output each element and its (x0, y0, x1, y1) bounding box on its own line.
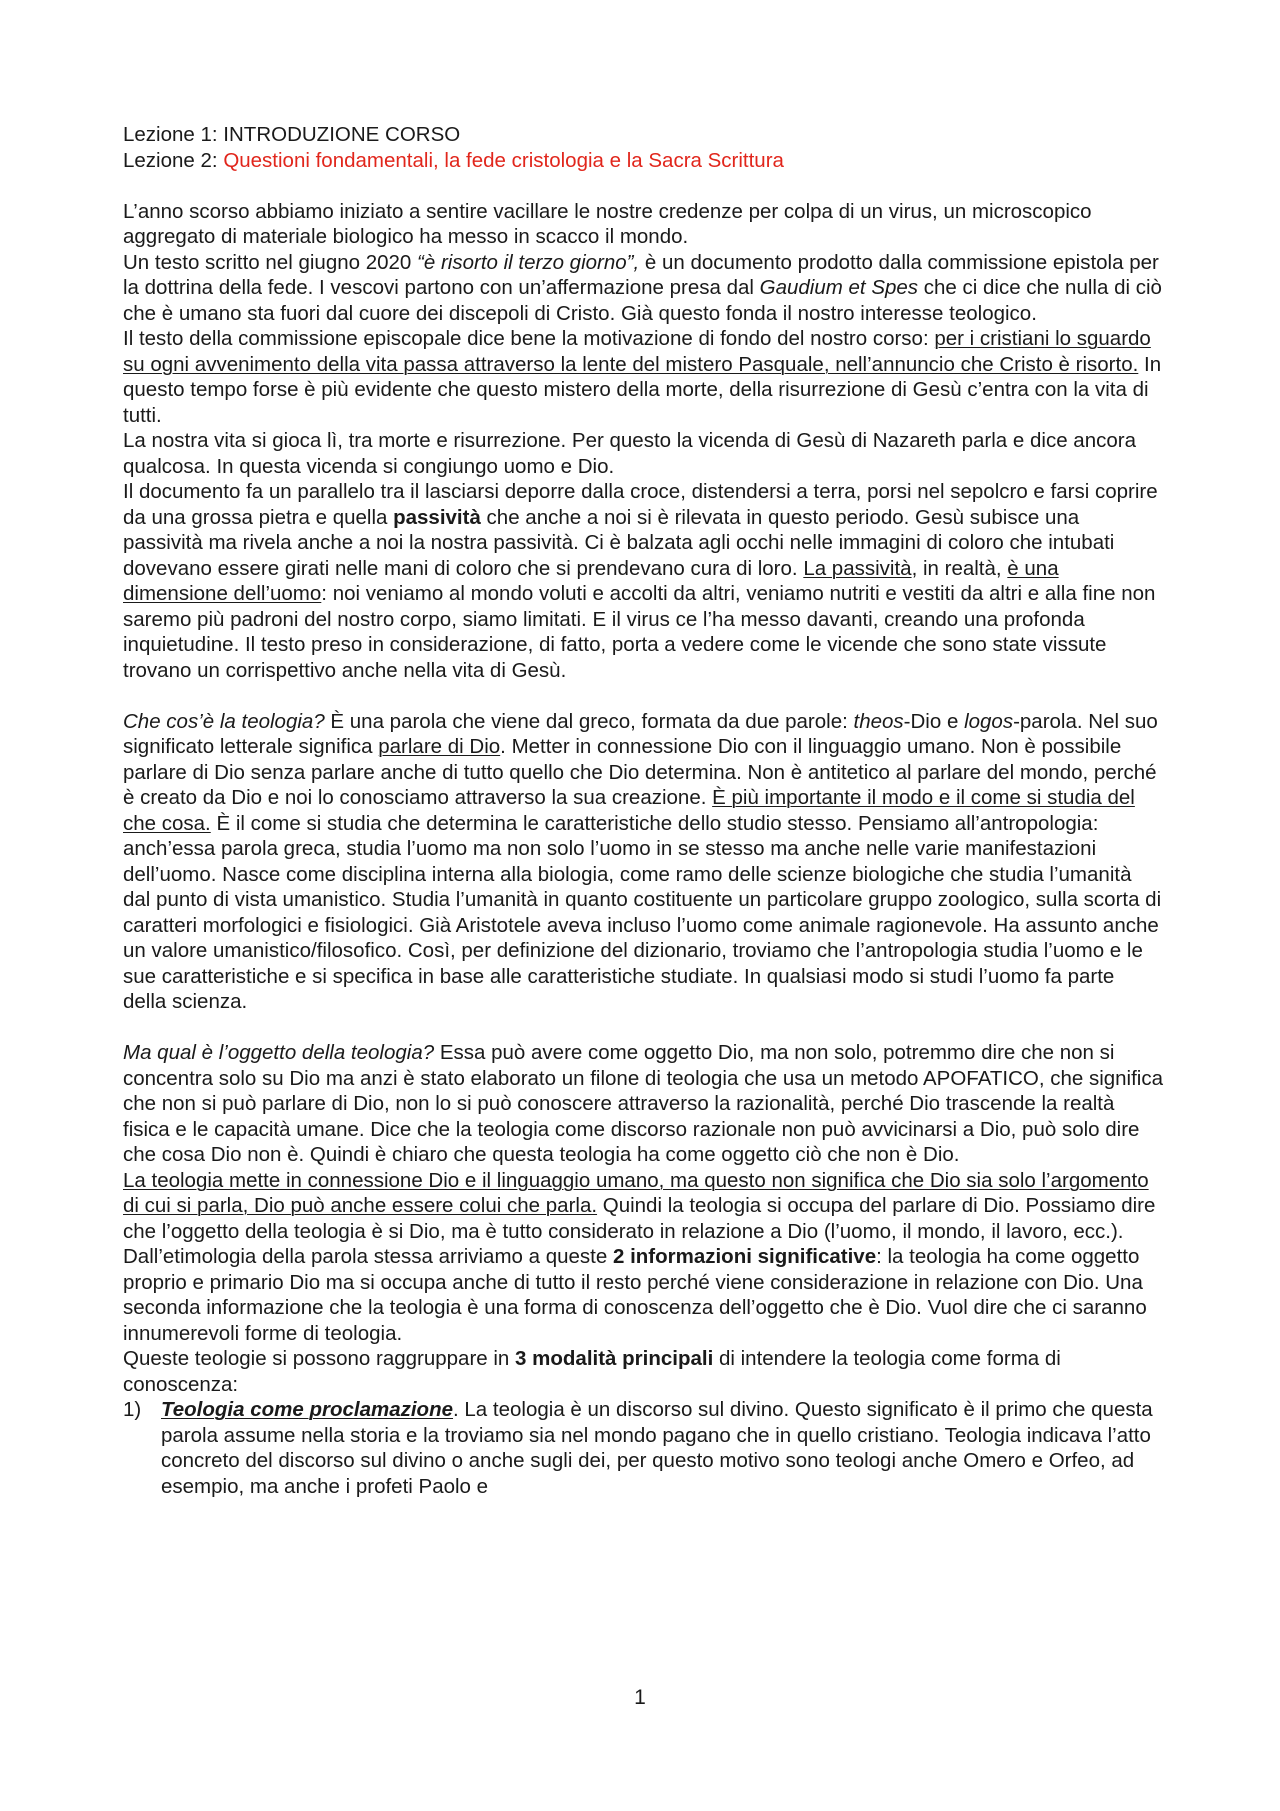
underlined-human-dimension: è una dimensione dell’uomo (123, 556, 1059, 605)
list-item-number: 1) (123, 1398, 142, 1421)
paragraph-connection: La teologia mette in connessione Dio e il linguaggio umano, ma questo non significa che Dio sia solo l’argomento di cui si parla, Dio può anche essere colui che parla. Quindi la teologia si occupa del parlare di Dio. Possiamo dire che l’oggetto della teologia è si Dio, ma è tutto considerato in relazione a Dio (l’uomo, il mondo, il lavoro, ecc.). (123, 1168, 1156, 1243)
lesson-1-heading: Lezione 1: INTRODUZIONE CORSO (123, 123, 461, 146)
list-item-body: Teologia come proclamazione. La teologia è un discorso sul divino. Questo significato è il primo che questa parola assume nella storia e la troviamo sia nel mondo pagano che in quello cristiano. Teologia indicava l’atto concreto del discorso sul divino o anche sugli dei, per questo motivo sono teologi anche Omero e Orfeo, ad esempio, ma anche i profeti Paolo e (161, 1398, 1153, 1498)
paragraph-what-is-theology: Che cos’è la teologia? È una parola che viene dal greco, formata da due parole: theos-Dio e logos-parola. Nel suo significato letterale significa parlare di Dio. Metter in connessione Dio con il linguaggio umano. Non è possibile parlare di Dio senza parlare anche di tutto quello che Dio determina. Non è antitetico al parlare del mondo, perché è creato da Dio e noi lo conosciamo attraverso la sua creazione. È più importante il modo e il come si studia del che cosa. È il come si studia che determina le caratteristiche dello studio stesso. Pensiamo all’antropologia: anch’essa parola greca, studia l’uomo ma non solo l’uomo in se stesso ma anche nelle varie manifestazioni dell’uomo. Nasce come disciplina interna alla biologia, come ramo delle scienze biologiche che studia l’umanità dal punto di vista umanistico. Studia l’umanità in quanto costituente un particolare gruppo zoologico, sulla scorta di caratteri morfologici e fisiologici. Già Aristotele aveva incluso l’uomo come animale ragionevole. Ha assunto anche un valore umanistico/filosofico. Così, per definizione del dizionario, troviamo che l’antropologia studia l’uomo e le sue caratteristiche e si specifica in base alle caratteristiche studiate. In qualsiasi modo si studi l’uomo fa parte della scienza. (123, 709, 1162, 1013)
underlined-connection: La teologia mette in connessione Dio e il linguaggio umano, ma questo non significa che Dio sia solo l’argomento di cui si parla, Dio può anche essere colui che parla. (123, 1168, 1149, 1217)
list-item (123, 1397, 1163, 1499)
document-page (123, 122, 1163, 1499)
underlined-method: È più importante il modo e il come si studia del che cosa. (123, 786, 1135, 835)
question-what-is-theology: Che cos’è la teologia? (123, 709, 325, 733)
lesson-2-title: Questioni fondamentali, la fede cristologia e la Sacra Scrittura (223, 148, 784, 172)
lesson-2-heading (123, 148, 1163, 174)
paragraph-motivation: Il testo della commissione episcopale dice bene la motivazione di fondo del nostro corso: per i cristiani lo sguardo su ogni avvenimento della vita passa attraverso la lente del mistero Pasquale, nell’annuncio che Cristo è risorto. In questo tempo forse è più evidente che questo mistero della morte, della risurrezione di Gesù c’entra con la vita di tutti. (123, 327, 1162, 427)
list-item-title: Teologia come proclamazione (161, 1398, 454, 1421)
underlined-pasqual-mystery: per i cristiani lo sguardo su ogni avvenimento della vita passa attraverso la lente del mistero Pasquale, nell’annuncio che Cristo è risorto. (123, 327, 1151, 376)
page-number: 1 (634, 1686, 646, 1709)
lesson-2-prefix: Lezione 2: (123, 148, 224, 172)
modes-list (123, 1397, 1163, 1499)
paragraph-document-2020: Un testo scritto nel giugno 2020 “è risorto il terzo giorno”, è un documento prodotto dalla commissione epistola per la dottrina della fede. I vescovi partono con un’affermazione presa dal Gaudium et Spes che ci dice che nulla di ciò che è umano sta fuori dal cuore dei discepoli di Cristo. Già questo fonda il nostro interesse teologico. (123, 250, 1162, 325)
bold-three-modes: 3 modalità principali (515, 1347, 714, 1370)
bold-passivity: passività (393, 505, 481, 529)
paragraph-three-modes: Queste teologie si possono raggruppare in 3 modalità principali di intendere la teologia come forma di conoscenza: (123, 1347, 1061, 1396)
gaudium-et-spes: Gaudium et Spes (759, 276, 919, 299)
question-object-of-theology: Ma qual è l’oggetto della teologia? (123, 1041, 435, 1064)
paragraph-life: La nostra vita si gioca lì, tra morte e risurrezione. Per questo la vicenda di Gesù di Nazareth parla e dice ancora qualcosa. In questa vicenda si congiungo uomo e Dio. (123, 429, 1136, 478)
paragraph-virus: L’anno scorso abbiamo iniziato a sentire vacillare le nostre credenze per colpa di un virus, un microscopico aggregato di materiale biologico ha messo in scacco il mondo. (123, 199, 1092, 248)
paragraph-object-of-theology: Ma qual è l’oggetto della teologia? Essa può avere come oggetto Dio, ma non solo, potremmo dire che non si concentra solo su Dio ma anzi è stato elaborato un filone di teologia che usa un metodo APOFATICO, che significa che non si può parlare di Dio, non lo si può conoscere attraverso la razionalità, perché Dio trascende la realtà fisica e le capacità umane. Dice che la teologia come discorso razionale non può avvicinarsi a Dio, può solo dire che cosa Dio non è. Quindi è chiaro che questa teologia ha come oggetto ciò che non è Dio. (123, 1041, 1164, 1166)
underlined-speak-of-god: parlare di Dio (378, 735, 501, 758)
quote-risorto: “è risorto il terzo giorno”, (417, 250, 640, 274)
underlined-passivity: La passività (803, 556, 912, 580)
paragraph-two-informations: Dall’etimologia della parola stessa arriviamo a queste 2 informazioni significative: la teologia ha come oggetto proprio e primario Dio ma si occupa anche di tutto il resto perché viene considerazione in relazione con Dio. Una seconda informazione che la teologia è una forma di conoscenza dell’oggetto che è Dio. Vuol dire che ci saranno innumerevoli forme di teologia. (123, 1245, 1147, 1345)
paragraph-passivity: Il documento fa un parallelo tra il lasciarsi deporre dalla croce, distendersi a terra, porsi nel sepolcro e farsi coprire da una grossa pietra e quella passività che anche a noi si è rilevata in questo periodo. Gesù subisce una passività ma rivela anche a noi la nostra passività. Ci è balzata agli occhi nelle immagini di coloro che intubati dovevano essere girati nelle mani di coloro che si prendevano cura di loro. La passività, in realtà, è una dimensione dell’uomo: noi veniamo al mondo voluti e accolti da altri, veniamo nutriti e vestiti da altri e alla fine non saremo più padroni del nostro corpo, siamo limitati. E il virus ce l’ha messo davanti, creando una profonda inquietudine. Il testo preso in considerazione, di fatto, porta a vedere come le vicende che sono state vissute trovano un corrispettivo anche nella vita di Gesù. (123, 480, 1158, 682)
bold-two-informations: 2 informazioni significative (612, 1245, 877, 1268)
